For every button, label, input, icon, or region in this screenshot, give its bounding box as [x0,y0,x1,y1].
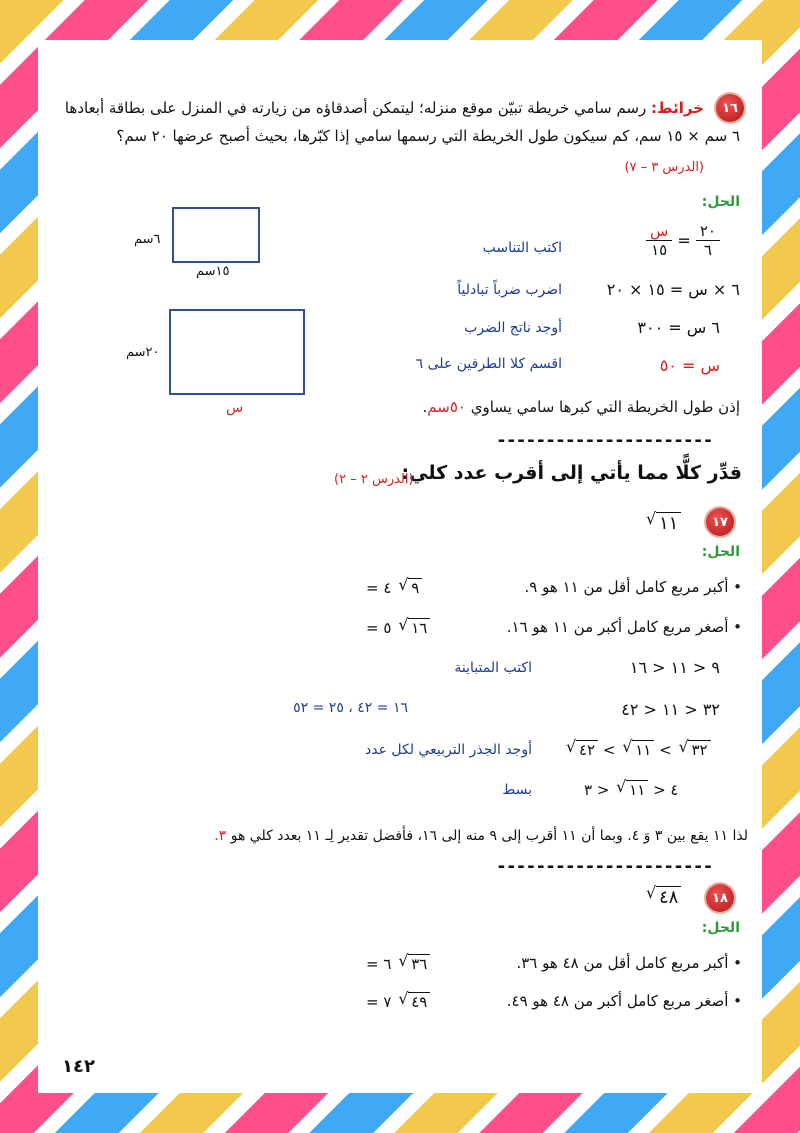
fraction-20-6: $\frac{٢٠}{٦}$ [696,222,720,259]
step-write-proportion: اكتب التناسب [482,240,562,256]
solution-label-17: الحل: [701,544,740,560]
q18-bullet-2-result: = ٧ ٤٩ √ [366,992,430,1011]
question-17-conclusion: لذا ١١ يقع بين ٣ وَ ٤. وبما أن ١١ أقرب إلى ٩ منه إلى ١٦، فأفضل تقدير لِـ ١١ بعدد كلي هو ٣. [214,828,748,844]
question-17-badge: ١٧ [706,508,734,536]
separator-1: ---------------------- [496,430,713,451]
question-16-text [44,96,704,120]
page-number: ١٤٢ [62,1056,95,1077]
separator-2: ---------------------- [496,856,713,877]
step-write-inequality: اكتب المتباينة [454,660,532,676]
step-cross-multiply: اضرب ضرباً تبادلياً [457,282,562,298]
question-18-badge: ١٨ [706,884,734,912]
q17-bullet-2-result: = ٥ ١٦ √ [366,618,430,637]
q18-bullet-1: • أكبر مربع كامل أقل من ٤٨ هو ٣٦. [516,954,742,972]
large-rectangle [169,309,305,395]
small-rect-side-label: ٦سم [134,232,161,247]
small-rectangle [172,207,260,263]
product-equation: ٦ س = ٣٠٠ [637,318,720,337]
inequality-3: ٤٢ √ < ١١ √ < ٣٢ √ [576,740,711,759]
step-square-root: أوجد الجذر التربيعي لكل عدد [365,742,532,758]
proportion-equation: $\frac{\text{س}}{١٥}$ = $\frac{٢٠}{٦}$ [646,222,720,259]
section-heading-lesson: (الدرس ٢ – ٢) [334,472,414,487]
question-16-badge: ١٦ [716,94,744,122]
cross-multiply-equation: ٦ × س = ١٥ × ٢٠ [606,280,740,299]
large-rect-bottom-label: س [226,400,244,416]
q17-bullet-2: • أصغر مربع كامل أكبر من ١١ هو ١٦. [506,618,742,636]
inequality-2: ٣٢ < ١١ < ٤٢ [621,700,720,719]
q17-bullet-1: • أكبر مربع كامل أقل من ١١ هو ٩. [524,578,742,596]
fraction-s-15: $\frac{\text{س}}{١٥}$ [646,222,672,259]
section-heading: قدِّر كلًّا مما يأتي إلى أقرب عدد كلي: [401,462,742,484]
question-16-label: خرائط: [651,99,704,117]
step-find-product: أوجد ناتج الضرب [464,320,562,336]
divide-equation: س = ٥٠ [659,356,720,375]
question-18-radical: ٤٨ √ [656,886,681,908]
question-17-radical: ١١ √ [656,512,681,534]
q18-bullet-1-result: = ٦ ٣٦ √ [366,954,430,973]
q18-bullet-2: • أصغر مربع كامل أكبر من ٤٨ هو ٤٩. [506,992,742,1010]
squares-note: ١٦ = ٤٢ ، ٢٥ = ٥٢ [293,700,408,716]
question-16-line2: ٦ سم × ١٥ سم، كم سيكون طول الخريطة التي رسمها سامي إذا كبّرها، بحيث أصبح عرضها ٢٠ سم؟ [116,127,740,145]
question-16-line1: رسم سامي خريطة تبيّن موقع منزله؛ ليتمكن أصدقاؤه من زيارته في المنزل على بطاقة أبعادها [64,99,647,117]
question-16-lesson: (الدرس ٣ – ٧) [624,160,704,175]
large-rect-side-label: ٢٠سم [126,345,160,360]
page [38,40,762,1093]
question-16-result: إذن طول الخريطة التي كبرها سامي يساوي ٥٠سم. [422,398,740,416]
small-rect-bottom-label: ١٥سم [196,264,230,279]
inequality-1: ٩ < ١١ < ١٦ [629,658,720,677]
q17-bullet-1-result: = ٤ ٩ √ [366,578,422,597]
solution-label-16: الحل: [701,194,740,210]
solution-label-18: الحل: [701,920,740,936]
step-divide: اقسم كلا الطرفين على ٦ [415,356,562,372]
inequality-4: ٤ < ١١ √ < ٣ [584,780,678,799]
step-simplify: بسط [502,782,532,798]
